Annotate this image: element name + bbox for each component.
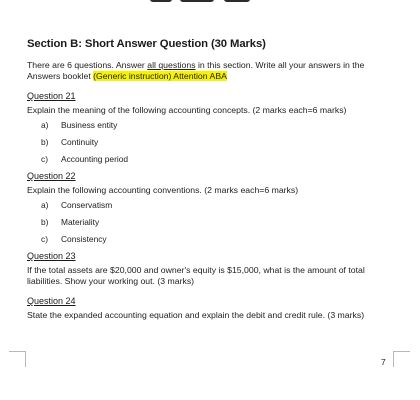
list-marker: a) xyxy=(41,120,49,130)
highlighted-instruction: (Generic instruction) Attention ABA xyxy=(93,71,227,81)
list-marker: c) xyxy=(41,154,48,164)
list-item-text: Continuity xyxy=(61,137,99,147)
cropped-text-fragment xyxy=(150,0,260,4)
question-21-items xyxy=(27,120,399,165)
question-22-label: Question 22 xyxy=(27,171,76,181)
list-item-text: Materiality xyxy=(61,217,100,227)
question-21-prompt: Explain the meaning of the following accounting concepts. (2 marks each=6 marks) xyxy=(27,105,347,115)
list-item-text: Conservatism xyxy=(61,200,113,210)
list-marker: b) xyxy=(41,217,49,227)
list-marker: a) xyxy=(41,200,49,210)
question-21-label: Question 21 xyxy=(27,91,76,101)
document-content xyxy=(27,38,399,321)
question-24-label: Question 24 xyxy=(27,296,76,306)
list-item xyxy=(41,137,399,148)
list-item xyxy=(41,217,399,228)
question-22-items xyxy=(27,200,399,245)
list-item xyxy=(41,234,399,245)
instructions-paragraph xyxy=(27,60,399,82)
instructions-text-end: in this section. Write all your answers in the Answers booklet xyxy=(27,60,365,81)
list-item-text: Business entity xyxy=(61,120,118,130)
question-24-prompt: State the expanded accounting equation and explain the debit and credit rule. (3 marks) xyxy=(27,310,365,320)
list-item xyxy=(41,200,399,211)
page-corner-mark-left xyxy=(9,351,26,367)
page-corner-mark-right xyxy=(393,351,410,367)
list-item-text: Consistency xyxy=(61,234,107,244)
page-number: 7 xyxy=(381,357,386,367)
question-23-prompt: If the total assets are $20,000 and owner's equity is $15,000, what is the amount of total liabilities. Show your working out. (3 marks) xyxy=(27,265,365,286)
instructions-text-start: There are 6 questions. Answer xyxy=(27,60,148,70)
section-heading: Section B: Short Answer Question (30 Marks) xyxy=(27,38,266,50)
list-item xyxy=(41,154,399,165)
list-item xyxy=(41,120,399,131)
list-marker: c) xyxy=(41,234,48,244)
list-item-text: Accounting period xyxy=(61,154,129,164)
question-23-label: Question 23 xyxy=(27,251,76,261)
question-22-prompt: Explain the following accounting conventions. (2 marks each=6 marks) xyxy=(27,185,299,195)
list-marker: b) xyxy=(41,137,49,147)
instructions-emphasis: all questions xyxy=(147,60,196,70)
